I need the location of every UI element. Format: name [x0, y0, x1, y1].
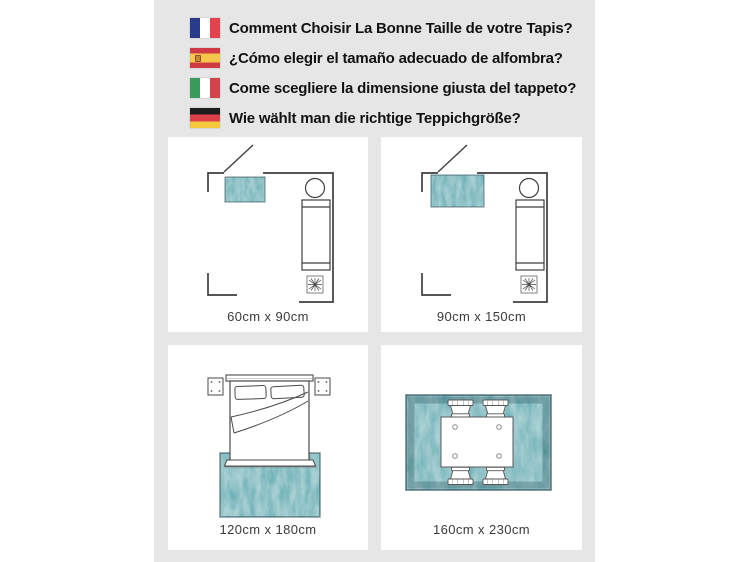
rug-guide-panel	[154, 0, 595, 562]
double-bed-topview	[225, 375, 317, 467]
spain-coat-of-arms-icon	[195, 55, 201, 62]
language-heading-row-spanish	[190, 48, 595, 68]
plant-topview	[521, 276, 537, 293]
size-card-160x230	[381, 345, 582, 550]
nightstand-right	[315, 378, 330, 395]
chair-top-left	[448, 400, 473, 417]
language-heading-row-german	[190, 108, 595, 128]
size-card-90x150	[381, 137, 582, 332]
language-heading-row-french	[190, 18, 595, 38]
size-card-grid	[154, 137, 595, 562]
floorplan-small-rug-diagram	[168, 137, 368, 305]
flag-italy-icon	[190, 78, 220, 98]
round-table-topview	[306, 179, 325, 198]
nightstand-left	[208, 378, 223, 395]
size-label: 160cm x 230cm	[433, 522, 530, 537]
chair-top-right	[483, 400, 508, 417]
flag-germany-icon	[190, 108, 220, 128]
sofa-topview	[516, 200, 544, 270]
heading-french: Comment Choisir La Bonne Taille de votre Tapis?	[229, 19, 573, 37]
plant-topview	[307, 276, 323, 293]
flag-spain-icon	[190, 48, 220, 68]
rug-90x150-topview	[431, 175, 484, 207]
language-heading-row-italian	[190, 78, 595, 98]
chair-bottom-left	[448, 467, 473, 484]
multilingual-header	[154, 0, 595, 137]
chair-bottom-right	[483, 467, 508, 484]
sofa-topview	[302, 200, 330, 270]
round-table-topview	[519, 179, 538, 198]
size-label: 120cm x 180cm	[219, 522, 317, 537]
size-card-60x90	[168, 137, 368, 332]
heading-german: Wie wählt man die richtige Teppichgröße?	[229, 109, 521, 127]
size-card-120x180	[168, 345, 368, 550]
flag-france-icon	[190, 18, 220, 38]
rug-60x90-topview	[225, 177, 265, 202]
dining-rug-diagram	[381, 345, 582, 550]
dining-table-topview	[441, 417, 513, 467]
size-label: 90cm x 150cm	[436, 309, 527, 324]
bedroom-rug-diagram	[168, 345, 368, 550]
size-label: 60cm x 90cm	[227, 309, 309, 324]
heading-italian: Come scegliere la dimensione giusta del tappeto?	[229, 79, 577, 97]
heading-spanish: ¿Cómo elegir el tamaño adecuado de alfombra?	[229, 49, 563, 67]
floorplan-medium-rug-diagram	[382, 137, 582, 305]
